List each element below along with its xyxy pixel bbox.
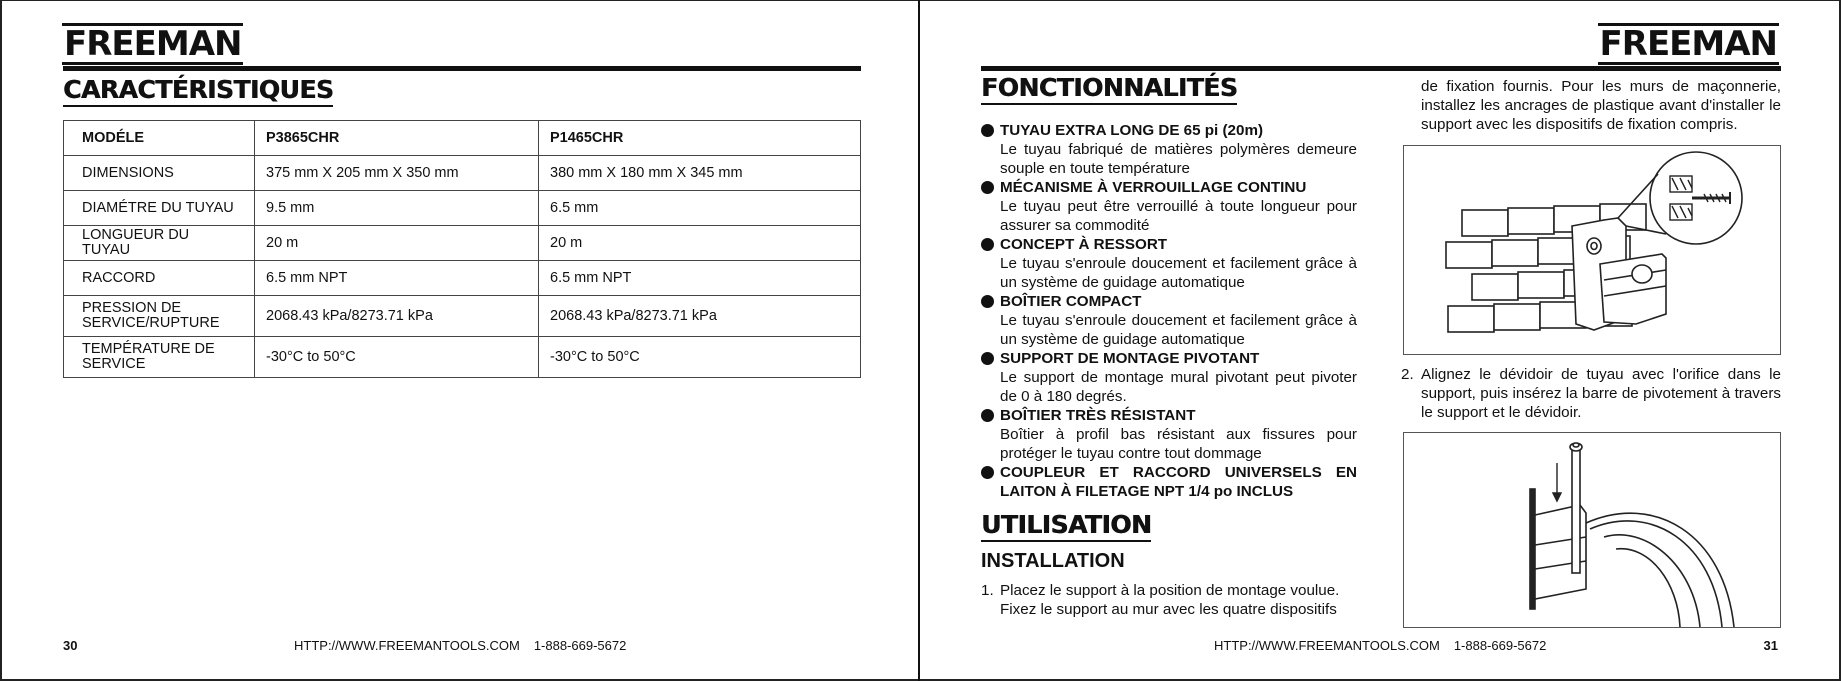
feature-description: Le support de montage mural pivotant peut pivoter de 0 à 180 degrés. bbox=[1000, 369, 1357, 405]
feature-item bbox=[981, 235, 1357, 292]
brick-wall-bracket-drawing bbox=[1404, 146, 1780, 354]
feature-title: MÉCANISME À VERROUILLAGE CONTINU bbox=[1000, 179, 1307, 196]
freeman-logo: FREEMAN bbox=[64, 24, 242, 64]
feature-description: Le tuyau fabriqué de matières polymères demeure souple en toute température bbox=[1000, 141, 1357, 177]
page-number: 30 bbox=[63, 638, 78, 653]
feature-title: SUPPORT DE MONTAGE PIVOTANT bbox=[1000, 350, 1260, 367]
table-cell: 6.5 mm bbox=[539, 191, 861, 226]
specifications-table bbox=[63, 120, 861, 378]
feature-description: Boîtier à profil bas résistant aux fissures pour protéger le tuyau contre tout dommage bbox=[1000, 426, 1357, 462]
feature-title: COUPLEUR ET RACCORD UNIVERSELS EN LAITON À FILETAGE NPT 1/4 po INCLUS bbox=[1000, 464, 1357, 500]
step-text: Placez le support à la position de montage voulue. Fixez le support au mur avec les quatre dispositifs bbox=[1000, 582, 1340, 618]
installation-steps bbox=[981, 581, 1357, 619]
table-cell: DIMENSIONS bbox=[64, 156, 255, 191]
footer bbox=[1214, 638, 1546, 653]
bullet-icon bbox=[981, 295, 994, 308]
feature-item bbox=[981, 178, 1357, 235]
feature-title: BOÎTIER TRÈS RÉSISTANT bbox=[1000, 407, 1196, 424]
table-cell: 6.5 mm NPT bbox=[255, 261, 539, 296]
page-number: 31 bbox=[1763, 638, 1778, 653]
step-text-continued: de fixation fournis. Pour les murs de maçonnerie, installez les ancrages de plastique avant d'installer le support avec les dispositifs de fixation compris. bbox=[1421, 78, 1781, 133]
table-row bbox=[64, 226, 861, 261]
footer-url: HTTP://WWW.FREEMANTOOLS.COM bbox=[294, 638, 520, 653]
usage-heading: UTILISATION bbox=[981, 510, 1151, 542]
bullet-icon bbox=[981, 181, 994, 194]
table-cell: 6.5 mm NPT bbox=[539, 261, 861, 296]
bullet-icon bbox=[981, 238, 994, 251]
specifications-heading: CARACTÉRISTIQUES bbox=[63, 75, 333, 107]
left-page bbox=[0, 0, 919, 681]
table-cell: LONGUEUR DU TUYAU bbox=[64, 226, 255, 261]
step-number: 1. bbox=[981, 582, 994, 599]
table-row bbox=[64, 296, 861, 337]
installation-subheading: INSTALLATION bbox=[981, 550, 1125, 572]
table-header-cell: MODÉLE bbox=[64, 121, 255, 156]
features-list bbox=[981, 121, 1357, 501]
install-step-2 bbox=[1401, 365, 1781, 422]
table-header-row bbox=[64, 121, 861, 156]
footer-phone: 1-888-669-5672 bbox=[533, 638, 627, 653]
feature-item bbox=[981, 292, 1357, 349]
feature-item bbox=[981, 406, 1357, 463]
step-text: Alignez le dévidoir de tuyau avec l'orifice dans le support, puis insérez la barre de pivotement à travers le support et le dévidoir. bbox=[1421, 366, 1781, 421]
table-cell: -30°C to 50°C bbox=[255, 337, 539, 378]
footer-phone: 1-888-669-5672 bbox=[1453, 638, 1547, 653]
table-cell: 380 mm X 180 mm X 345 mm bbox=[539, 156, 861, 191]
table-cell: RACCORD bbox=[64, 261, 255, 296]
bullet-icon bbox=[981, 124, 994, 137]
feature-item bbox=[981, 349, 1357, 406]
table-cell: DIAMÉTRE DU TUYAU bbox=[64, 191, 255, 226]
table-cell: 375 mm X 205 mm X 350 mm bbox=[255, 156, 539, 191]
wall-mount-bracket-illustration bbox=[1403, 145, 1781, 355]
header-rule bbox=[63, 66, 861, 71]
bullet-icon bbox=[981, 466, 994, 479]
table-row bbox=[64, 156, 861, 191]
bullet-icon bbox=[981, 352, 994, 365]
pivot-bar-insertion-illustration bbox=[1403, 432, 1781, 628]
header-rule bbox=[981, 66, 1781, 71]
feature-item bbox=[981, 463, 1357, 501]
feature-description: Le tuyau peut être verrouillé à toute longueur pour assurer sa commodité bbox=[1000, 198, 1357, 234]
bullet-icon bbox=[981, 409, 994, 422]
table-row bbox=[64, 337, 861, 378]
table-cell: 2068.43 kPa/8273.71 kPa bbox=[255, 296, 539, 337]
freeman-logo: FREEMAN bbox=[1599, 24, 1777, 64]
pivot-bar-drawing bbox=[1404, 433, 1780, 627]
footer bbox=[294, 638, 626, 653]
right-page bbox=[920, 0, 1841, 681]
table-cell: 20 m bbox=[539, 226, 861, 261]
install-step bbox=[981, 581, 1357, 619]
table-cell: -30°C to 50°C bbox=[539, 337, 861, 378]
feature-description: Le tuyau s'enroule doucement et facilement grâce à un système de guidage automatique bbox=[1000, 312, 1357, 348]
table-cell: 20 m bbox=[255, 226, 539, 261]
features-heading: FONCTIONNALITÉS bbox=[981, 73, 1237, 105]
feature-title: CONCEPT À RESSORT bbox=[1000, 236, 1168, 253]
feature-item bbox=[981, 121, 1357, 178]
step-number: 2. bbox=[1401, 366, 1414, 383]
table-header-cell: P1465CHR bbox=[539, 121, 861, 156]
table-row bbox=[64, 261, 861, 296]
footer-url: HTTP://WWW.FREEMANTOOLS.COM bbox=[1214, 638, 1440, 653]
table-row bbox=[64, 191, 861, 226]
table-cell: 9.5 mm bbox=[255, 191, 539, 226]
feature-title: BOÎTIER COMPACT bbox=[1000, 293, 1142, 310]
table-cell: TEMPÉRATURE DE SERVICE bbox=[64, 337, 255, 378]
table-header-cell: P3865CHR bbox=[255, 121, 539, 156]
feature-title: TUYAU EXTRA LONG DE 65 pi (20m) bbox=[1000, 122, 1264, 139]
table-cell: PRESSION DE SERVICE/RUPTURE bbox=[64, 296, 255, 337]
table-cell: 2068.43 kPa/8273.71 kPa bbox=[539, 296, 861, 337]
feature-description: Le tuyau s'enroule doucement et facilement grâce à un système de guidage automatique bbox=[1000, 255, 1357, 291]
